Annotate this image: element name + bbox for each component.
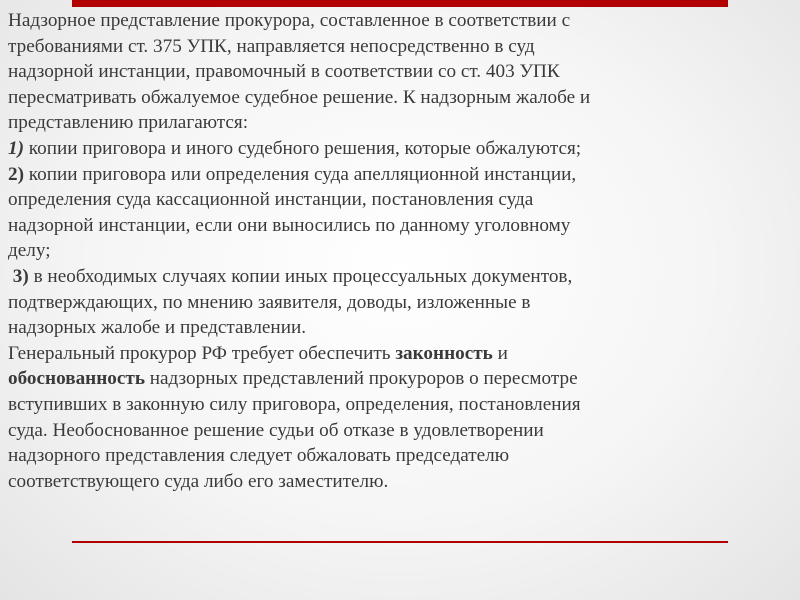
list-item-text: определения суда кассационной инстанции, постановления суда: [8, 189, 534, 211]
list-item-text: копии приговора и иного судебного решения, которые обжалуются;: [23, 137, 582, 159]
list-item-text: подтверждающих, по мнению заявителя, доводы, изложенные в: [8, 291, 531, 313]
list-item-number: 2): [8, 163, 24, 185]
emphasis-legality: законность: [395, 342, 493, 364]
list-item-text: в необходимых случаях копии иных процессуальных документов,: [28, 265, 573, 287]
paragraph-line: Надзорное представление прокурора, составленное в соответствии с: [8, 10, 571, 31]
list-item-number: 3): [12, 265, 29, 287]
list-item-2: [8, 162, 798, 188]
list-item-text: копии приговора или определения суда апелляционной инстанции,: [23, 163, 577, 185]
closing-line: [8, 366, 798, 392]
paragraph-line: представлению прилагаются:: [8, 112, 249, 134]
closing-text: надзорных представлений прокуроров о пересмотре: [144, 368, 578, 390]
closing-line: суда. Необоснованное решение судьи об отказе в удовлетворении: [8, 419, 544, 441]
list-item-1: [8, 136, 798, 162]
closing-text: и: [492, 342, 508, 364]
closing-text: Генеральный прокурор РФ требует обеспечить: [8, 342, 396, 364]
paragraph-line: пересматривать обжалуемое судебное решение. К надзорным жалобе и: [8, 86, 591, 108]
emphasis-validity: обоснованность: [8, 368, 145, 390]
top-accent-bar: [72, 0, 728, 7]
bottom-accent-line: [72, 541, 728, 543]
list-item-text: надзорной инстанции, если они выносились по данному уголовному: [8, 214, 571, 236]
closing-line: [8, 341, 798, 367]
list-item-3: [8, 264, 798, 290]
paragraph-line: требованиями ст. 375 УПК, направляется непосредственно в суд: [8, 35, 535, 57]
paragraph-line: надзорной инстанции, правомочный в соответствии со ст. 403 УПК: [8, 61, 560, 83]
list-item-number: 1): [8, 137, 24, 159]
closing-line: надзорного представления следует обжаловать председателю: [8, 445, 510, 467]
list-item-text: надзорных жалобе и представлении.: [8, 317, 307, 339]
closing-line: вступивших в законную силу приговора, определения, постановления: [8, 393, 581, 415]
list-item-text: делу;: [8, 240, 51, 262]
closing-line: соответствующего суда либо его заместителю.: [8, 470, 389, 492]
document-text: [8, 8, 798, 494]
